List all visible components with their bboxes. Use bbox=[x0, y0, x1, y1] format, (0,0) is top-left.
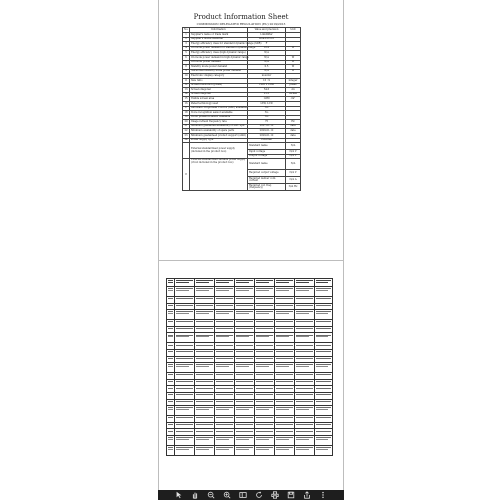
table-row bbox=[167, 422, 333, 429]
row-info: Electronic display category bbox=[190, 74, 248, 79]
row-unit: W bbox=[286, 60, 301, 65]
row-value: Link-22TL01 bbox=[248, 37, 286, 42]
table-row: Required cur. freq. (frequency) N/A Hz bbox=[183, 184, 301, 191]
table-row bbox=[167, 297, 333, 304]
row-no: 24 bbox=[184, 138, 188, 142]
row-unit: integer bbox=[286, 78, 301, 83]
row-no: 5 bbox=[183, 51, 190, 56]
page-separator bbox=[158, 260, 344, 261]
row-unit: W bbox=[286, 46, 301, 51]
row-no: 2 bbox=[183, 37, 190, 42]
row-info: Automatic Brightness Control (ABC) available bbox=[191, 106, 247, 110]
save-icon[interactable] bbox=[286, 490, 296, 500]
row-unit: Hz bbox=[286, 120, 301, 125]
row-no: 14 bbox=[184, 92, 188, 96]
row-value: No bbox=[248, 111, 286, 116]
row-no: 6 bbox=[183, 55, 190, 60]
table-row bbox=[167, 320, 333, 327]
header-value: Value and precision bbox=[248, 28, 286, 33]
row-value: N/A bbox=[248, 60, 286, 65]
pdf-toolbar bbox=[158, 490, 344, 500]
table-row bbox=[167, 435, 333, 445]
table-row bbox=[167, 406, 333, 416]
row-value: 0.5 bbox=[248, 65, 286, 70]
row-info: Energy efficiency class (high dynamic range) bbox=[191, 50, 246, 54]
table-row bbox=[167, 392, 333, 399]
row-info: Panel technology used bbox=[190, 101, 248, 106]
thumbnails-icon[interactable] bbox=[238, 490, 248, 500]
row-info: Supplier's name or trade mark bbox=[190, 33, 248, 38]
row-value: 2027-01-12 bbox=[248, 124, 286, 129]
row-unit: pixels bbox=[286, 83, 301, 88]
row-no: 4 bbox=[183, 46, 190, 51]
row-unit: date bbox=[286, 129, 301, 134]
table-row bbox=[167, 445, 333, 455]
row-value: N/A bbox=[248, 51, 286, 56]
pdf-page-1 bbox=[182, 13, 300, 191]
row-unit: date bbox=[286, 124, 301, 129]
row-info: On mode power demand for standard dynamic range bbox=[191, 46, 256, 50]
row-info: Screen resolution (pixels) bbox=[190, 83, 248, 88]
table-row bbox=[167, 399, 333, 406]
row-info: Voice recognition sensor available bbox=[190, 111, 248, 116]
rotate-icon[interactable] bbox=[254, 490, 264, 500]
row-value: No bbox=[248, 106, 286, 111]
row-value: 54.6 bbox=[248, 88, 286, 93]
table-row bbox=[167, 349, 333, 356]
cursor-icon[interactable] bbox=[174, 490, 184, 500]
row-no: 23 bbox=[184, 133, 188, 137]
page-subtitle: COMMISSION DELEGATED REGULATION (EU) 2019/2013 bbox=[196, 22, 286, 26]
row-no: 15 bbox=[184, 96, 188, 100]
row-info: Power supply type bbox=[190, 138, 248, 143]
table-row bbox=[167, 279, 333, 287]
table-row: Required deliver cont. current N/A A bbox=[183, 177, 301, 184]
row-unit: date bbox=[286, 134, 301, 139]
table-row bbox=[167, 333, 333, 343]
table-row bbox=[167, 386, 333, 393]
table-row bbox=[167, 356, 333, 363]
page-border-right bbox=[343, 0, 344, 500]
row-no: 16 bbox=[184, 101, 188, 105]
table-row: External standardised power supply (included in the product box) Standard name N/A bbox=[183, 143, 301, 150]
row-info: Minimum guaranteed product support (until) bbox=[191, 133, 246, 137]
table-row: Required output voltage N/A V bbox=[183, 170, 301, 177]
row-info: Minimum availability of spare parts bbox=[190, 129, 248, 134]
row-info: Supplier's model identifier bbox=[190, 37, 248, 42]
row-unit: inches bbox=[286, 92, 301, 97]
row-info: Networked standby mode power demand bbox=[190, 69, 248, 74]
row-no: 10 bbox=[184, 73, 188, 77]
page-title: Product Information Sheet bbox=[193, 13, 289, 21]
row-value: 2029-01-12 bbox=[248, 129, 286, 134]
zoom-out-icon[interactable] bbox=[206, 490, 216, 500]
row-info: Visible screen area bbox=[190, 97, 248, 102]
row-value: F bbox=[248, 42, 286, 47]
table-row bbox=[167, 326, 333, 333]
row-value: 75 bbox=[248, 120, 286, 125]
pdf-page-2 bbox=[166, 278, 332, 456]
page-border-left bbox=[158, 0, 159, 500]
row-info: Screen diagonal bbox=[190, 92, 248, 97]
table-row bbox=[167, 310, 333, 320]
row-no: 21 bbox=[184, 124, 188, 128]
dense-table bbox=[166, 278, 333, 456]
row-info: Room presence sensor available bbox=[190, 115, 248, 120]
row-value: 16.0 bbox=[248, 46, 286, 51]
row-no: 7 bbox=[183, 60, 190, 65]
table-row: Output voltage N/A V bbox=[183, 154, 301, 159]
more-icon[interactable] bbox=[318, 490, 328, 500]
row-info: Energy efficiency class for standard dynamic range (SDR) bbox=[191, 41, 262, 45]
print-icon[interactable] bbox=[270, 490, 280, 500]
product-info-table bbox=[182, 27, 301, 191]
row-no: 9 bbox=[183, 69, 190, 74]
row-unit: W bbox=[286, 65, 301, 70]
share-icon[interactable] bbox=[302, 490, 312, 500]
table-row bbox=[167, 429, 333, 436]
row-no: 11 bbox=[184, 78, 188, 82]
row-info: Minimum guarantee availability of soft. upd. bbox=[190, 124, 248, 129]
row-value: No bbox=[248, 115, 286, 120]
row-unit: W bbox=[286, 69, 301, 74]
row-value: LinkDiffer bbox=[248, 33, 286, 38]
row-no: 3 bbox=[183, 42, 190, 47]
zoom-in-icon[interactable] bbox=[222, 490, 232, 500]
row-no: 20 bbox=[184, 119, 188, 123]
table-row bbox=[167, 373, 333, 380]
row-info: Off mode power demand bbox=[190, 60, 248, 65]
row-info: Standby mode power demand bbox=[190, 65, 248, 70]
row-value: LED, LCD bbox=[248, 101, 286, 106]
hand-icon[interactable] bbox=[190, 490, 200, 500]
table-row bbox=[167, 287, 333, 297]
row-value: 2029-01-12 bbox=[248, 134, 286, 139]
header-unit: Unit bbox=[286, 28, 301, 33]
table-row: Input voltage N/A V bbox=[183, 150, 301, 155]
table-row bbox=[167, 303, 333, 310]
header-information: Information bbox=[190, 28, 248, 33]
row-value: monitor bbox=[248, 74, 286, 79]
row-no: 22 bbox=[184, 129, 188, 133]
row-no: 12 bbox=[184, 83, 188, 87]
row-info: On mode power demand in high dynamic range bbox=[191, 55, 249, 59]
row-no: 13 bbox=[184, 87, 188, 91]
row-unit: cm² bbox=[286, 97, 301, 102]
row-no: 1 bbox=[183, 33, 190, 38]
row-info: Image refresh frequency rate bbox=[190, 120, 248, 125]
table-row bbox=[167, 379, 333, 386]
row-no: 17 bbox=[184, 106, 188, 110]
row-value: External bbox=[248, 138, 286, 143]
row-value: N/A bbox=[248, 55, 286, 60]
row-no: 19 bbox=[184, 115, 188, 119]
row-value: 16 : 9 bbox=[248, 78, 286, 83]
row-info: Screen diagonal bbox=[190, 88, 248, 93]
row-no: 8 bbox=[183, 65, 190, 70]
row-value: 21.5 bbox=[248, 92, 286, 97]
row-value: 1920 x 1080 bbox=[248, 83, 286, 88]
row-value: N/A bbox=[248, 69, 286, 74]
row-no: 18 bbox=[184, 110, 188, 114]
row-unit: cm bbox=[286, 88, 301, 93]
row-info: Size ratio bbox=[190, 78, 248, 83]
table-row bbox=[167, 343, 333, 350]
header-no: No. bbox=[184, 27, 189, 31]
row-value: 1280 bbox=[248, 97, 286, 102]
table-row: 8 External standardised suitable power supply (if not included in the product box) Standard name N/A bbox=[183, 159, 301, 170]
table-row bbox=[167, 363, 333, 373]
row-unit: W bbox=[286, 55, 301, 60]
table-row bbox=[167, 416, 333, 423]
